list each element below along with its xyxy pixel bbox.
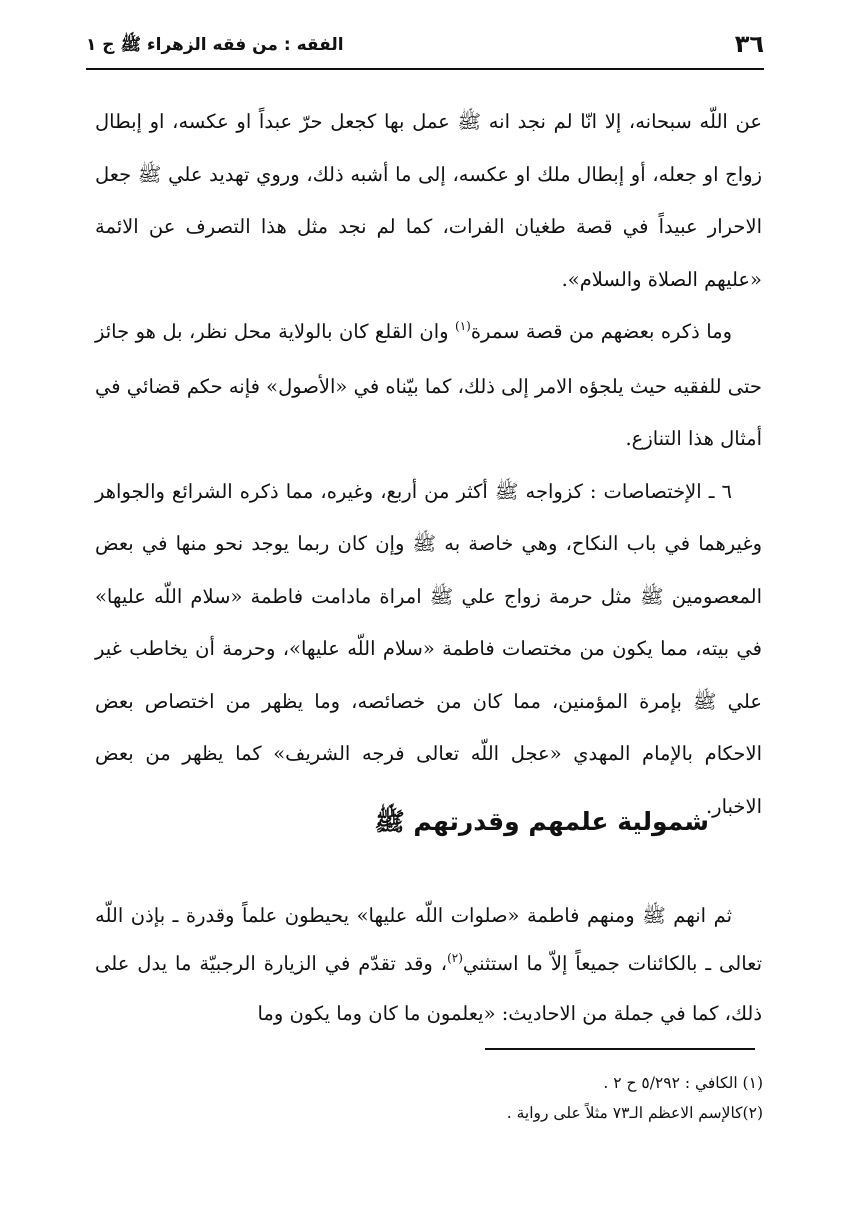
footnote-2: (٢)كالإسم الاعظم الـ٧٣ مثلاً على رواية .	[506, 1104, 763, 1122]
main-text	[95, 96, 762, 833]
running-title: الفقه : من فقه الزهراء ﷺ ج ١	[86, 35, 344, 55]
footnote-divider	[485, 1048, 755, 1050]
section-paragraph-part-1: ثم انهم ﷺ ومنهم فاطمة «صلوات اللّه عليها» يحيطون علماً وقدرة ـ بإذن اللّه تعالى ـ بالكائنات جميعاً إلاّ ما استثني	[95, 904, 763, 975]
section-paragraph-part-2: ، وقد تقدّم في الزيارة الرجبيّة ما يدل على ذلك، كما في جملة من الاحاديث: «يعلمون ما كان وما يكون وما	[95, 952, 762, 1025]
paragraph-2-part-2: وان القلع كان بالولاية محل نظر، بل هو جائز حتى للفقيه حيث يلجؤه الامر إلى ذلك، كما بيّناه في «الأصول» فإنه حكم قضائي في أمثال هذا التنازع.	[95, 320, 762, 450]
section-paragraph-1	[95, 892, 762, 1038]
page-header	[86, 26, 764, 66]
footnote-ref-2[interactable]: (٢)	[447, 951, 463, 965]
section-text	[95, 892, 762, 1038]
paragraph-1: عن اللّه سبحانه، إلا انّا لم نجد انه ﷺ عمل بها كجعل حرّ عبداً او عكسه، او إبطال زواج او جعله، أو إبطال ملك او عكسه، إلى ما أشبه ذلك، وروي تهديد علي ﷺ جعل الاحرار عبيداً في قصة طغيان الفرات، كما لم نجد مثل هذا التصرف عن الائمة «عليهم الصلاة والسلام».	[95, 110, 762, 291]
paragraph-3: ٦ ـ الإختصاصات : كزواجه ﷺ أكثر من أربع، وغيره، مما ذكره الشرائع والجواهر وغيرهما في باب النكاح، وهي خاصة به ﷺ وإن كان ربما يوجد نحو منها في بعض المعصومين ﷺ مثل حرمة زواج علي ﷺ امراة مادامت فاطمة «سلام اللّه عليها» في بيته، مما يكون من مختصات فاطمة «سلام اللّه عليها»، وحرمة أن يخاطب غير علي ﷺ بإمرة المؤمنين، مما كان من خصائصه، وما يظهر من اختصاص بعض الاحكام بالإمام المهدي «عجل اللّه تعالى فرجه الشريف» كما يظهر من بعض الاخبار.	[95, 479, 762, 818]
paragraph-2	[95, 306, 762, 466]
page-number: ٣٦	[734, 30, 764, 58]
section-heading: شمولية علمهم وقدرتهم ﷺ	[374, 807, 709, 836]
footnotes	[400, 1068, 763, 1128]
header-rule	[86, 68, 764, 70]
paragraph-2-part-1: وما ذكره بعضهم من قصة سمرة	[470, 320, 733, 343]
footnote-1: (١) الكافي : ٥/٢٩٢ ح ٢ .	[603, 1074, 763, 1092]
footnote-ref-1[interactable]: (١)	[455, 319, 471, 333]
